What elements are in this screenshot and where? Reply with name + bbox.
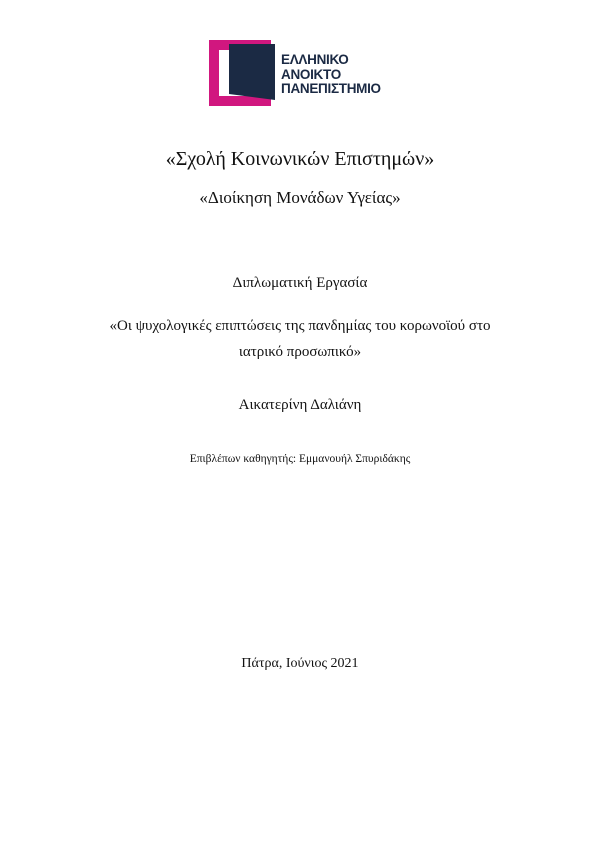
university-name-line2: ΑΝΟΙΚΤΟ — [281, 66, 341, 82]
author-name: Αικατερίνη Δαλιάνη — [238, 397, 362, 413]
program-name: «Διοίκηση Μονάδων Υγείας» — [199, 188, 401, 207]
university-name — [281, 53, 381, 97]
university-logo — [207, 38, 397, 110]
university-name-line3: ΠΑΝΕΠΙΣΤΗΜΙΟ — [281, 81, 381, 96]
thesis-title-line1: «Οι ψυχολογικές επιπτώσεις της πανδημίας του κορωνοϊού στο — [109, 318, 491, 334]
thesis-type: Διπλωματική Εργασία — [232, 275, 368, 291]
university-emblem-icon — [207, 38, 279, 110]
thesis-title-line2: ιατρικό προσωπικό» — [238, 344, 362, 360]
place-date: Πάτρα, Ιούνιος 2021 — [241, 656, 359, 671]
supervisor: Επιβλέπων καθηγητής: Εμμανουήλ Σπυριδάκης — [189, 453, 411, 465]
school-name: «Σχολή Κοινωνικών Επιστημών» — [165, 148, 435, 170]
university-name-line1: ΕΛΛΗΝΙΚΟ — [281, 52, 349, 67]
thesis-title — [0, 313, 600, 365]
